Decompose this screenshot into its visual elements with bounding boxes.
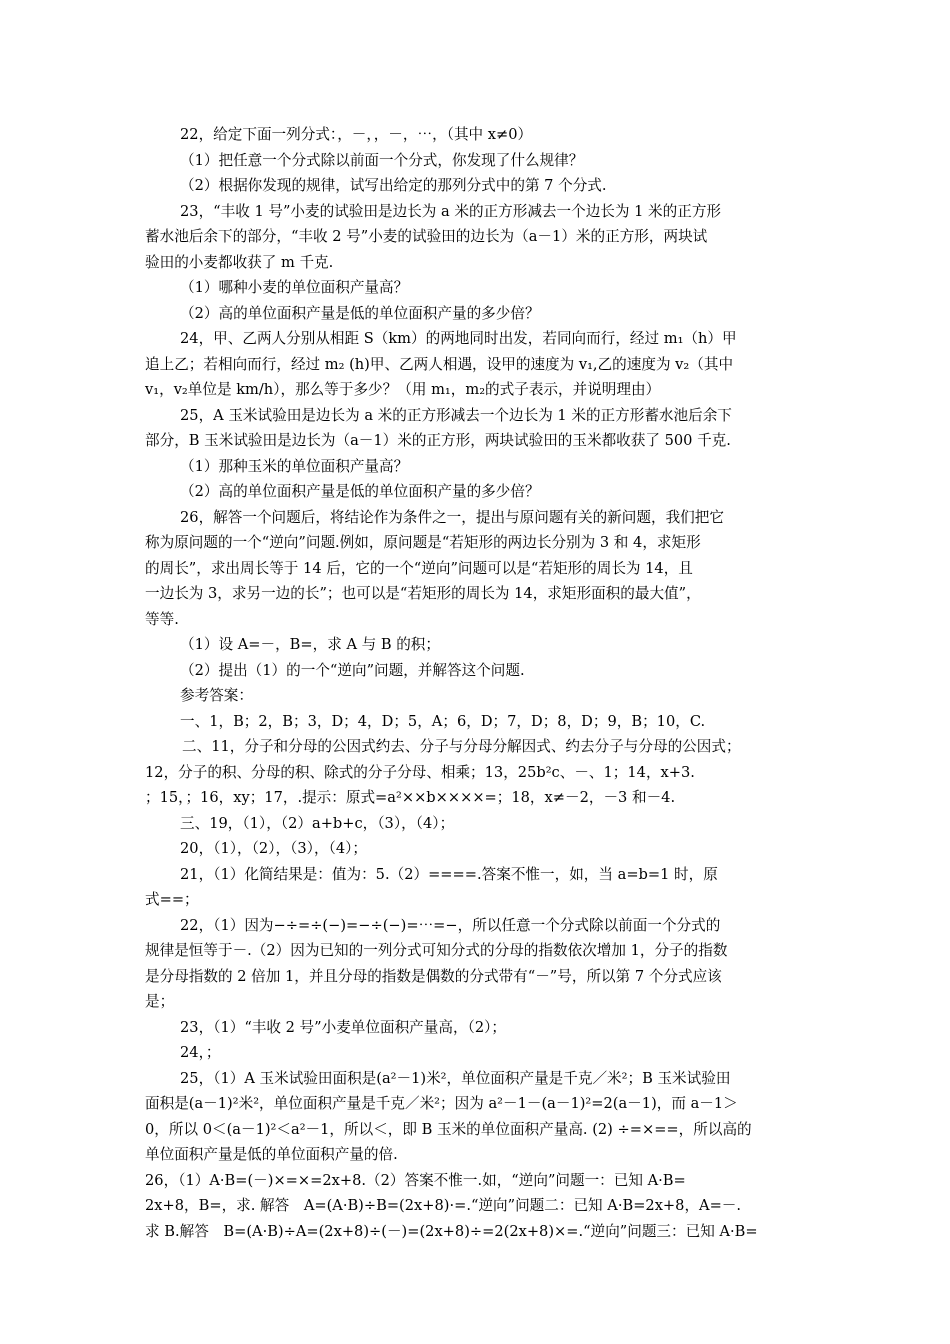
text-line: 23，（1）“丰收 2 号”小麦单位面积产量高，（2）； (180, 1018, 507, 1036)
text-line: 一边长为 3，求另一边的长”；也可以是“若矩形的周长为 14，求矩形面积的最大值”， (145, 585, 701, 602)
text-line: （2）根据你发现的规律，试写出给定的那列分式中的第 7 个分式. (180, 177, 607, 194)
text-line: 求 B.解答 B=(A·B)÷A=(2x+8)÷(－)=(2x+8)÷=2(2x+8)×=.“逆向”问题三：已知 A·B= (145, 1222, 758, 1240)
text-line: 22，给定下面一列分式：，－，，－，⋯，（其中 x≠0） (180, 126, 533, 143)
text-line: 23，“丰收 1 号”小麦的试验田是边长为 a 米的正方形减去一个边长为 1 米的正方形 (180, 202, 722, 220)
text-line: 称为原问题的一个“逆向”问题.例如，原问题是“若矩形的两边长分别为 3 和 4，求矩形 (145, 534, 701, 551)
text-line: 26，解答一个问题后，将结论作为条件之一，提出与原问题有关的新问题，我们把它 (180, 508, 724, 526)
text-line: 24，甲、乙两人分别从相距 S（km）的两地同时出发，若同向而行，经过 m₁（h）甲 (180, 330, 737, 347)
text-line: 追上乙；若相向而行，经过 m₂ (h)甲、乙两人相遇，设甲的速度为 v₁,乙的速度为 v₂（其中 (145, 355, 734, 373)
text-line: （2）高的单位面积产量是低的单位面积产量的多少倍？ (180, 483, 540, 500)
text-line: 规律是恒等于－.（2）因为已知的一列分式可知分式的分母的指数依次增加 1，分子的指数 (145, 942, 728, 959)
text-line: v₁，v₂单位是 km/h），那么等于多少？（用 m₁，m₂的式子表示，并说明理由） (145, 381, 661, 398)
text-line: 单位面积产量是低的单位面积产量的倍. (145, 1146, 398, 1163)
text-line: （1）那种玉米的单位面积产量高？ (180, 457, 409, 475)
answers-heading: 参考答案： (180, 687, 253, 704)
text-line: 式==； (145, 891, 199, 908)
text-line: 25，A 玉米试验田是边长为 a 米的正方形减去一个边长为 1 米的正方形蓄水池后余下 (180, 406, 732, 424)
text-line: （2）提出（1）的一个“逆向”问题，并解答这个问题. (180, 661, 525, 679)
text-line: 12，分子的积、分母的积、除式的分子分母、相乘；13，25b²c、－、1；14，x+3. (145, 763, 695, 781)
text-line: 22，（1）因为−÷=÷(−)=−÷(−)=⋯=−，所以任意一个分式除以前面一个分式的 (180, 916, 721, 934)
text-line: 验田的小麦都收获了 m 千克. (145, 253, 334, 271)
text-line: 等等. (145, 610, 179, 628)
text-line: ；15，；16，xy；17，.提示：原式=a²××b××××=；18，x≠－2，－3 和－4. (145, 789, 676, 806)
text-line: 2x+8，B=，求. 解答 A=(A·B)÷B=(2x+8)·=.“逆向”问题二：已知 A·B=2x+8，A=－. (145, 1197, 742, 1214)
text-line: 21，（1）化简结果是：值为：5.（2）====.答案不惟一，如，当 a=b=1 时，原 (180, 865, 718, 883)
text-line: （1）把任意一个分式除以前面一个分式，你发现了什么规律？ (180, 151, 584, 169)
text-line: 26，（1）A·B=(－)×=×=2x+8.（2）答案不惟一.如，“逆向”问题一：已知 A·B= (145, 1171, 686, 1189)
text-line: 三、19，（1），（2）a+b+c，（3），（4）； (180, 814, 455, 832)
text-line: 二、11，分子和分母的公因式约去、分子与分母分解因式、约去分子与分母的公因式； (182, 738, 741, 755)
text-line: 是； (145, 993, 175, 1010)
document-body (145, 122, 810, 1244)
text-line: （1）哪种小麦的单位面积产量高？ (180, 279, 409, 296)
text-line: 25，（1）A 玉米试验田面积是(a²－1)米²，单位面积产量是千克／米²；B 玉米试验田 (180, 1069, 731, 1087)
text-line: 蓄水池后余下的部分，“丰收 2 号”小麦的试验田的边长为（a－1）米的正方形，两块试 (145, 228, 708, 245)
text-line: 的周长”，求出周长等于 14 后，它的一个“逆向”问题可以是“若矩形的周长为 14，且 (145, 559, 693, 577)
text-line: 是分母指数的 2 倍加 1，并且分母的指数是偶数的分式带有“－”号，所以第 7 个分式应该 (145, 967, 722, 985)
text-line: 部分，B 玉米试验田是边长为（a－1）米的正方形，两块试验田的玉米都收获了 500 千克. (145, 432, 731, 449)
text-line: （1）设 A=－，B=，求 A 与 B 的积； (180, 636, 440, 653)
text-line: 20，（1），（2），（3），（4）； (180, 840, 368, 857)
text-line: 24，； (180, 1044, 221, 1061)
text-line: 面积是(a－1)²米²，单位面积产量是千克／米²；因为 a²－1－(a－1)²=2(a－1)，而 a－1＞ (145, 1095, 738, 1112)
text-line: （2）高的单位面积产量是低的单位面积产量的多少倍？ (180, 304, 540, 322)
text-line: 一、1，B；2，B；3，D；4，D；5，A；6，D；7，D；8，D；9，B；10，C. (180, 712, 706, 730)
text-line: 0，所以 0＜(a－1)²＜a²－1，所以＜，即 B 玉米的单位面积产量高. (2) ÷=×==，所以高的 (145, 1120, 752, 1138)
